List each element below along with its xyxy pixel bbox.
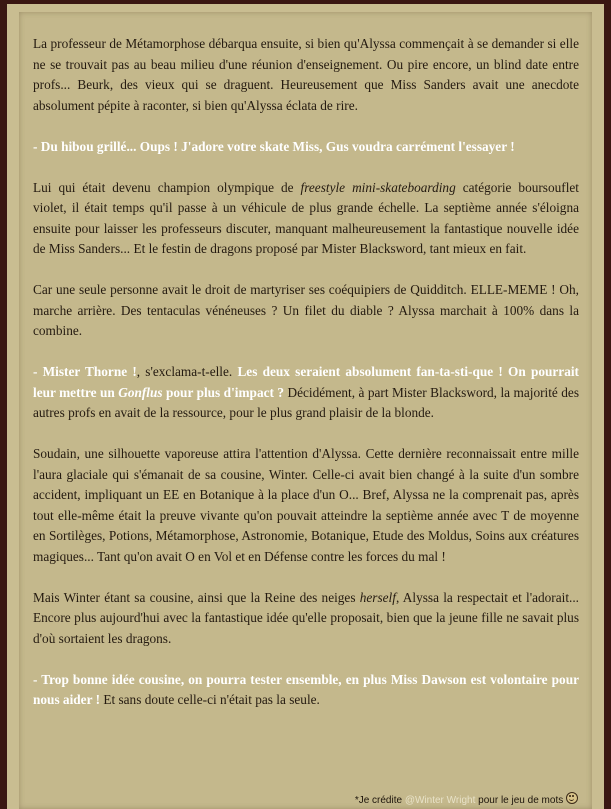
dialogue-line: pour plus d'impact ? xyxy=(162,384,285,400)
dialogue-line: - Du hibou grillé... Oups ! J'adore votre skate Miss, Gus voudra carrément l'essayer ! xyxy=(33,138,515,154)
paragraph-6: Soudain, une silhouette vaporeuse attira l'attention d'Alyssa. Cette dernière reconnaissait entre mille l'aura glaciale qui s'émanait de sa cousine, Winter. Celle-ci avait bien changé à la suite d'un sombre accident, impliquant un EE en Botanique à la place d'un O... Bref, Alyssa ne la comprenait pas, après tout elle-même était la preuve vivante qu'on pouvait atteindre la septième année avec T de moyenne en Sortilèges, Potions, Métamorphose, Astronomie, Botanique, Etude des Moldus, Soins aux créatures magiques... Tant qu'on avait O en Vol et en Défense contre les forces du mal ! xyxy=(33,446,579,564)
credit-prefix: *Je crédite xyxy=(354,795,405,806)
paragraph-7 xyxy=(33,588,579,650)
emphasis: freestyle mini-skateboarding xyxy=(300,179,456,195)
paragraph-1: La professeur de Métamorphose débarqua ensuite, si bien qu'Alyssa commençait à se demander si elle ne se trouvait pas au beau milieu d'une réunion d'enseignement. Ou pire encore, un blind date entre profs... Beurk, des vieux qui se draguent. Heureusement que Miss Sanders avait une anecdote absolument pépite à raconter, si bien qu'Alyssa éclata de rire. xyxy=(33,36,579,113)
smiley-icon xyxy=(566,792,578,804)
text-span: Lui qui était devenu champion olympique de xyxy=(33,179,301,195)
text-span: catégorie boursouflet violet, il était temps qu'il passe à un véhicule de plus grande échelle. La septième année s'éloigna ensuite pour laisser les professeurs discuter, manquant malheureusement la fantastique nouvelle idée de Miss Sanders... Et le festin de dragons proposé par Mister Blacksword, tant mieux en fait. xyxy=(33,179,579,256)
text-span: , s'exclama-t-elle. xyxy=(136,364,238,379)
emphasis: Gonflus xyxy=(118,384,163,400)
paragraph-4: Car une seule personne avait le droit de martyriser ses coéquipiers de Quidditch. ELLE-MEME ! Oh, marche arrière. Des tentaculas vénéneuses ? Un filet du diable ? Alyssa marchait à 100% dans la combine. xyxy=(33,282,579,338)
text-span: Mais Winter étant sa cousine, ainsi que la Reine des neiges xyxy=(33,589,360,605)
post-content xyxy=(33,34,579,731)
paragraph-3 xyxy=(33,178,579,260)
dialogue-line: Les deux seraient absolument fan-ta-sti-que ! On pourrait leur mettre un xyxy=(33,364,579,400)
dialogue-line: - Trop bonne idée cousine, on pourra tester ensemble, en plus Miss Dawson est volontaire pour nous aider ! xyxy=(33,671,579,707)
emphasis: herself xyxy=(359,589,396,605)
text-span: Décidément, à part Mister Blacksword, la majorité des autres profs en avait de la ressource, pour le plus grand plaisir de la blonde. xyxy=(33,384,579,420)
credit-suffix: pour le jeu de mots xyxy=(475,795,566,806)
credit-mention-link[interactable]: @Winter Wright xyxy=(404,795,476,806)
dialogue-line: - Mister Thorne ! xyxy=(33,364,137,379)
paragraph-5 xyxy=(33,362,579,424)
paragraph-8 xyxy=(33,670,579,711)
paragraph-2 xyxy=(33,137,579,158)
text-span: , Alyssa la respectait et l'adorait... Encore plus aujourd'hui avec la fantastique idée qu'elle proposait, bien que la jeune fille ne savait plus d'où sortaient les dragons. xyxy=(33,589,580,646)
footer-credit xyxy=(355,792,578,806)
text-span: Et sans doute celle-ci n'était pas la seule. xyxy=(100,692,320,707)
post-panel xyxy=(19,12,592,809)
